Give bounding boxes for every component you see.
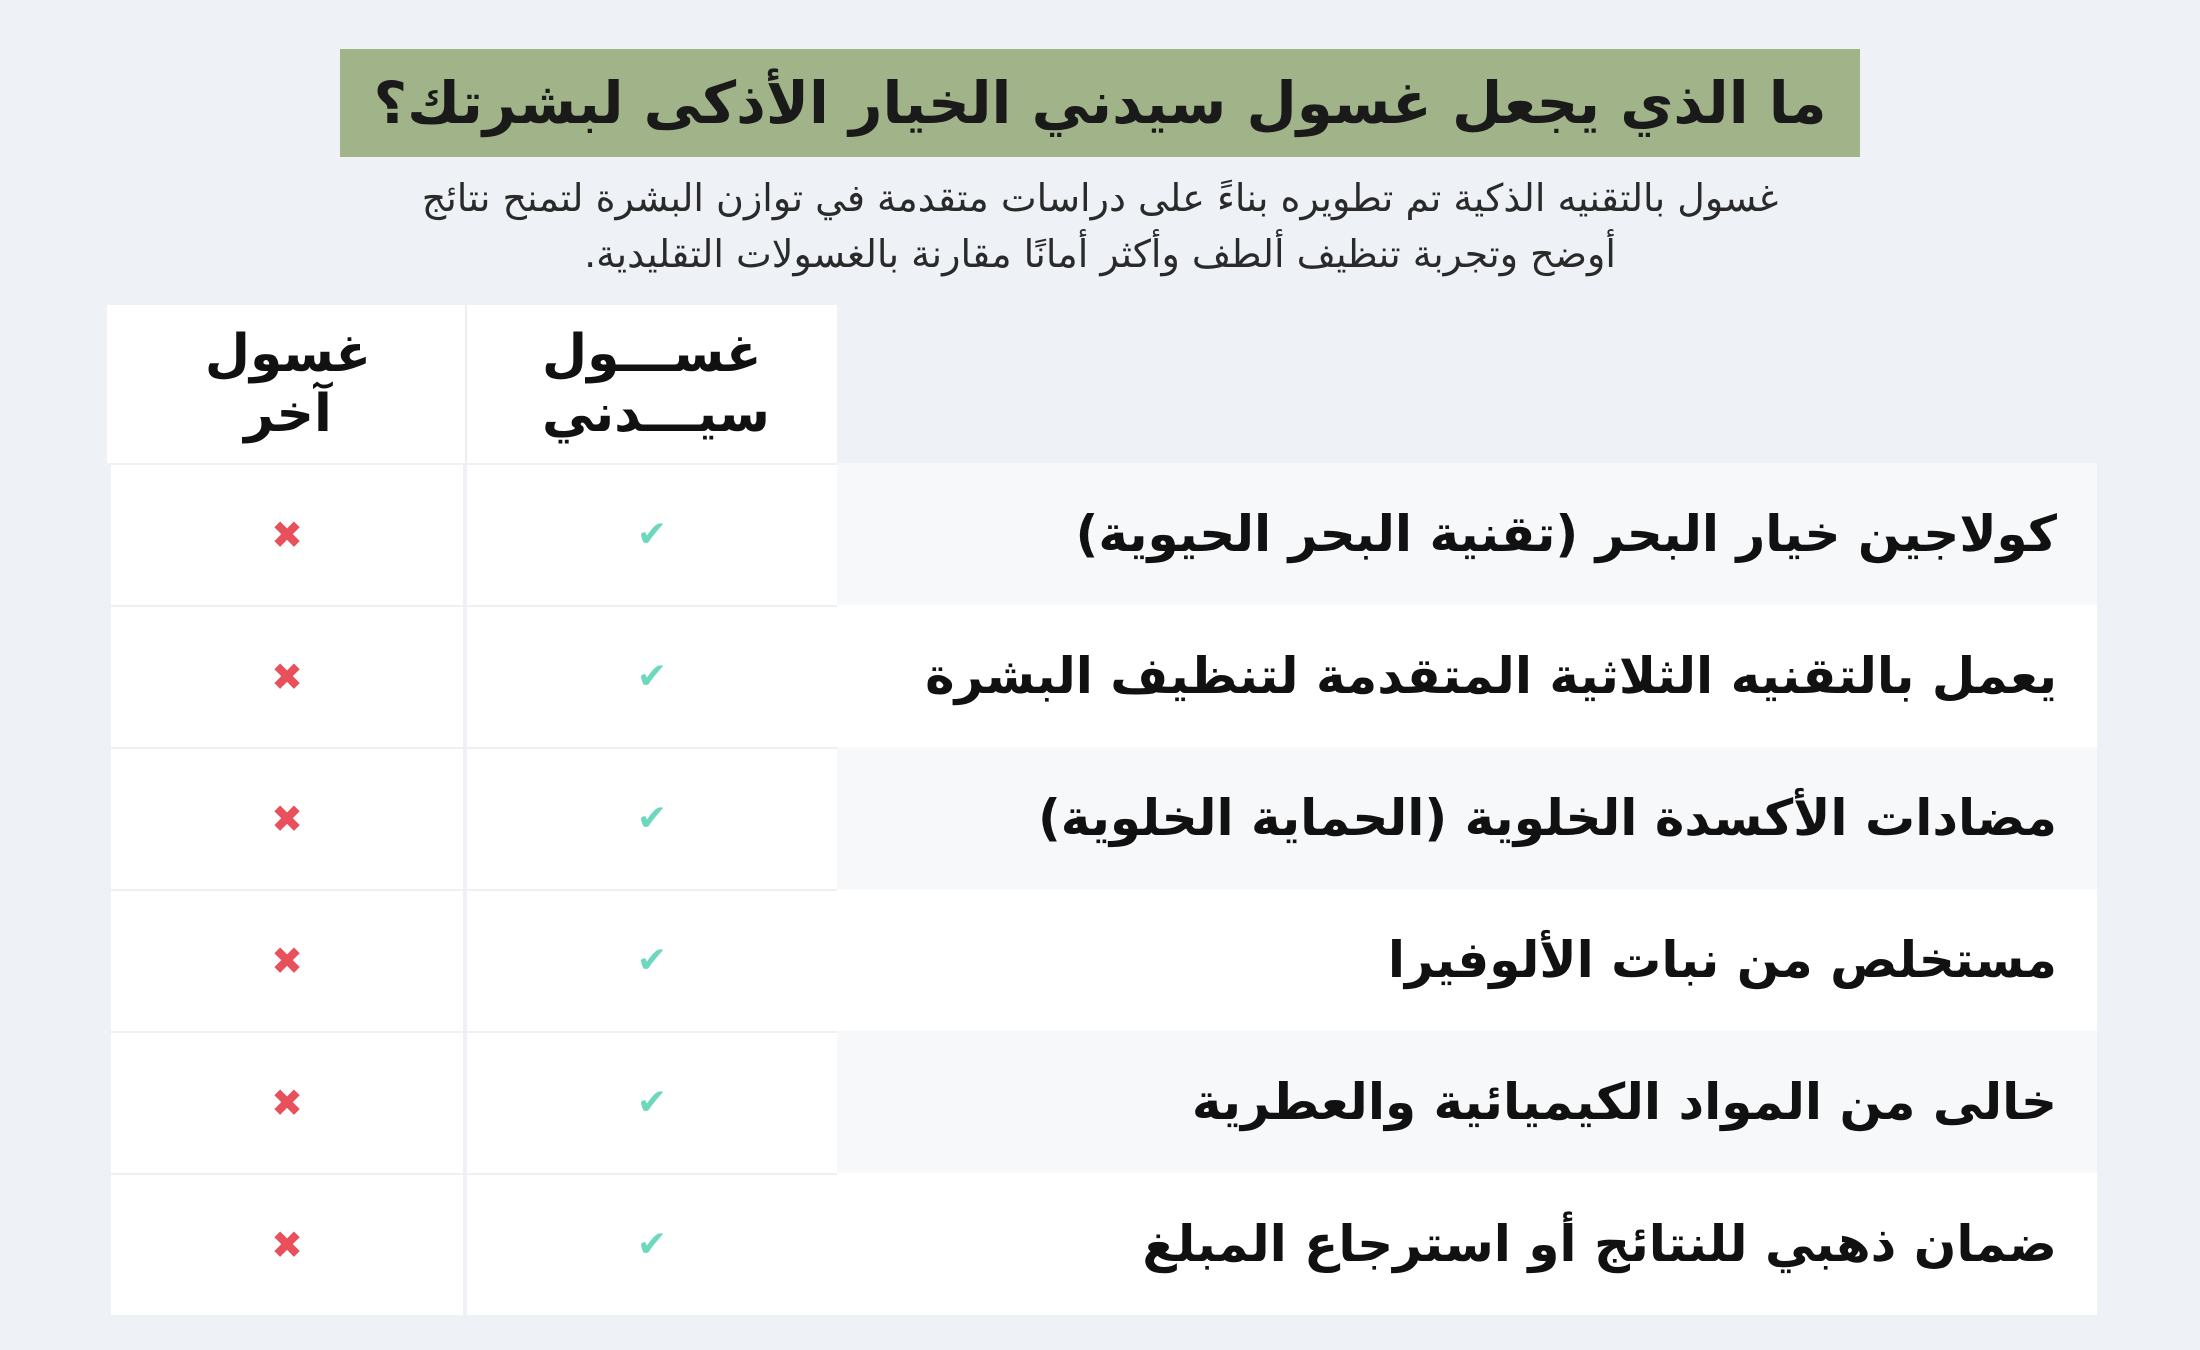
other-cell xyxy=(111,463,465,605)
check-icon: ✔ xyxy=(636,514,668,555)
table-row xyxy=(107,463,2097,605)
check-icon: ✔ xyxy=(636,656,668,697)
other-cell xyxy=(111,1173,465,1315)
header-sidney-product xyxy=(467,305,837,463)
feature-label: مستخلص من نبات الألوفيرا xyxy=(1387,931,2057,989)
table-row xyxy=(107,1173,2097,1315)
header-other-line-2: آخر xyxy=(244,384,332,444)
subtitle xyxy=(340,170,1860,282)
sidney-cell xyxy=(467,1173,837,1315)
sidney-cell xyxy=(467,463,837,605)
cross-icon: ✖ xyxy=(271,797,303,841)
header-sidney-line-2: سيـــدني xyxy=(542,384,770,444)
header-other-line-1: غسول xyxy=(204,324,372,384)
cross-icon: ✖ xyxy=(271,655,303,699)
sidney-cell xyxy=(467,747,837,889)
table-row xyxy=(107,1031,2097,1173)
sidney-cell xyxy=(467,1031,837,1173)
other-cell xyxy=(111,605,465,747)
other-cell xyxy=(111,889,465,1031)
cross-icon: ✖ xyxy=(271,1081,303,1125)
check-icon: ✔ xyxy=(636,940,668,981)
check-icon: ✔ xyxy=(636,1082,668,1123)
other-cell xyxy=(111,747,465,889)
feature-label: ضمان ذهبي للنتائج أو استرجاع المبلغ xyxy=(1142,1215,2057,1273)
check-icon: ✔ xyxy=(636,1224,668,1265)
table-row xyxy=(107,889,2097,1031)
page-title: ما الذي يجعل غسول سيدني الخيار الأذكى لبشرتك؟ xyxy=(373,69,1827,137)
cross-icon: ✖ xyxy=(271,939,303,983)
sidney-cell xyxy=(467,605,837,747)
table-header xyxy=(107,305,837,463)
subtitle-line-2: أوضح وتجربة تنظيف ألطف وأكثر أمانًا مقارنة بالغسولات التقليدية. xyxy=(584,232,1616,276)
header-other-product xyxy=(111,305,467,463)
feature-label: يعمل بالتقنيه الثلاثية المتقدمة لتنظيف البشرة xyxy=(925,647,2057,705)
check-icon: ✔ xyxy=(636,798,668,839)
feature-label: خالى من المواد الكيميائية والعطرية xyxy=(1191,1073,2057,1131)
table-row xyxy=(107,605,2097,747)
table-body xyxy=(107,463,2097,1315)
feature-label: مضادات الأكسدة الخلوية (الحماية الخلوية) xyxy=(1037,789,2057,847)
comparison-table xyxy=(107,305,2107,1325)
feature-label: كولاجين خيار البحر (تقنية البحر الحيوية) xyxy=(1075,505,2057,563)
table-row xyxy=(107,747,2097,889)
cross-icon: ✖ xyxy=(271,513,303,557)
header-sidney-line-1: غســـول xyxy=(542,324,762,384)
other-cell xyxy=(111,1031,465,1173)
title-banner xyxy=(340,49,1860,157)
subtitle-line-1: غسول بالتقنيه الذكية تم تطويره بناءً على دراسات متقدمة في توازن البشرة لتمنح نتائج xyxy=(421,176,1779,220)
sidney-cell xyxy=(467,889,837,1031)
cross-icon: ✖ xyxy=(271,1223,303,1267)
